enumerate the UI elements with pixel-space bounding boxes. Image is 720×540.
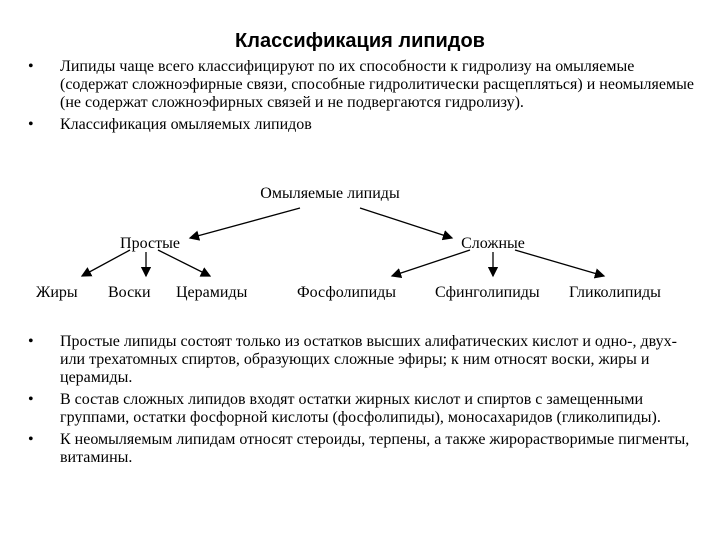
bullet-text: В состав сложных липидов входят остатки жирных кислот и спиртов с замещенными группами, остатки фосфорной кислоты (фосфолипиды), моносахаридов (гликолипиды). [60, 391, 661, 426]
node-complex: Сложные [461, 235, 525, 252]
list-item [28, 58, 700, 112]
node-glycolipids: Гликолипиды [569, 284, 661, 301]
bullet-icon: • [28, 333, 34, 350]
bullet-icon: • [28, 431, 34, 448]
bullet-text: Простые липиды состоят только из остатков высших алифатических кислот и одно-, двух- или трехатомных спиртов, образующих сложные эфиры; к ним относят воски, жиры и церамиды. [60, 333, 677, 386]
bullet-text: К неомыляемым липидам относят стероиды, терпены, а также жирорастворимые пигменты, витамины. [60, 431, 690, 466]
bullet-icon: • [28, 58, 34, 75]
node-ceramides: Церамиды [176, 284, 248, 301]
node-phospholipids: Фосфолипиды [297, 284, 397, 301]
detail-list [28, 333, 700, 471]
arrow-complex-to-phospholipids [392, 250, 470, 276]
arrow-root-to-simple [190, 208, 300, 238]
list-item [28, 116, 700, 134]
bullet-icon: • [28, 116, 34, 133]
bullet-text: Липиды чаще всего классифицируют по их способности к гидролизу на омыляемые (содержат сложноэфирные связи, способные гидролитически расщепляться) и неомыляемые (не содержат сложноэфирных связей и не подвергаются гидролизу). [60, 58, 694, 111]
node-fats: Жиры [36, 284, 78, 301]
list-item [28, 431, 700, 467]
node-waxes: Воски [108, 284, 151, 301]
arrow-simple-to-fats [82, 250, 130, 276]
classification-diagram [0, 180, 720, 310]
bullet-icon: • [28, 391, 34, 408]
node-saponifiable: Омыляемые липиды [260, 185, 400, 202]
node-simple: Простые [120, 235, 180, 252]
page-title: Классификация липидов [235, 30, 485, 52]
list-item [28, 391, 700, 427]
arrow-complex-to-glycolipids [515, 250, 604, 276]
node-sphingolipids: Сфинголипиды [435, 284, 540, 301]
list-item [28, 333, 700, 387]
arrow-simple-to-ceramides [158, 250, 210, 276]
bullet-text: Классификация омыляемых липидов [60, 116, 312, 133]
intro-list [28, 58, 700, 138]
arrow-root-to-complex [360, 208, 452, 238]
